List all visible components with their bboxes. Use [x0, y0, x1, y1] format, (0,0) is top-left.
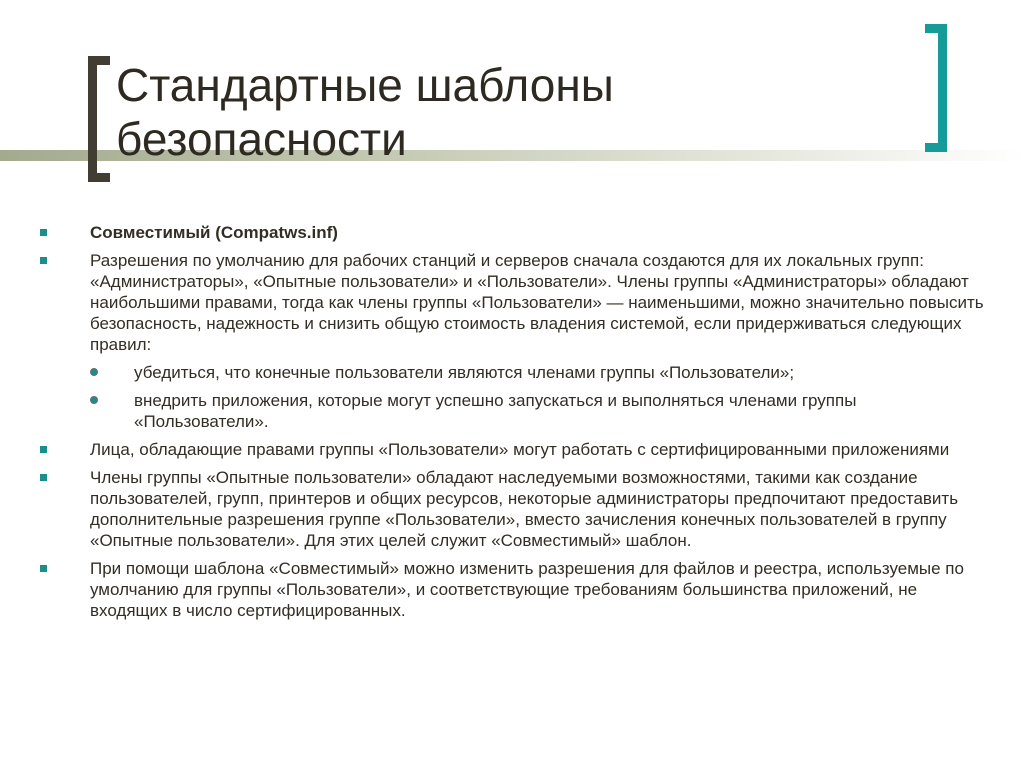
slide-body [38, 222, 988, 628]
square-bullet-icon [40, 474, 47, 481]
bullet-item [38, 439, 988, 460]
slide-title: Стандартные шаблоны безопасности [116, 59, 614, 165]
bullet-text: Совместимый (Compatws.inf) [90, 223, 338, 242]
bullet-text: Разрешения по умолчанию для рабочих станций и серверов сначала создаются для их локальных групп: «Администраторы», «Опытные пользователи» и «Пользователи». Члены группы «Администраторы» обладают наибольшими правами, тогда как члены группы «Пользователи» — наименьшими, можно значительно повысить безопасность, надежность и снизить общую стоимость владения системой, если придерживаться следующих правил: [90, 251, 984, 354]
square-bullet-icon [40, 229, 47, 236]
bullet-text: Лица, обладающие правами группы «Пользователи» могут работать с сертифицированными приложениями [90, 440, 950, 459]
bullet-item [38, 222, 988, 243]
square-bullet-icon [40, 565, 47, 572]
bullet-text: Члены группы «Опытные пользователи» обладают наследуемыми возможностями, такими как создание пользователей, групп, принтеров и общих ресурсов, некоторые администраторы предпочитают предоставить дополнительные разрешения группе «Пользователи», вместо зачисления конечных пользователей в группу «Опытные пользователи». Для этих целей служит «Совместимый» шаблон. [90, 468, 959, 550]
bullet-item [38, 250, 988, 432]
sub-bullet-text: убедиться, что конечные пользователи являются членами группы «Пользователи»; [134, 363, 795, 382]
bullet-item [38, 467, 988, 551]
circle-bullet-icon [90, 396, 98, 404]
bullet-text: При помощи шаблона «Совместимый» можно изменить разрешения для файлов и реестра, используемые по умолчанию для группы «Пользователи», и соответствующие требованиям большинства приложений, не входящих в число сертифицированных. [90, 559, 964, 620]
right-bracket-decoration [925, 24, 947, 152]
sub-bullet-item [38, 362, 988, 383]
sub-bullet-text: внедрить приложения, которые могут успешно запускаться и выполняться членами группы «Пользователи». [134, 391, 857, 431]
sub-bullet-item [38, 390, 988, 432]
square-bullet-icon [40, 257, 47, 264]
left-bracket-decoration [88, 56, 110, 182]
square-bullet-icon [40, 446, 47, 453]
circle-bullet-icon [90, 368, 98, 376]
bullet-item [38, 558, 988, 621]
